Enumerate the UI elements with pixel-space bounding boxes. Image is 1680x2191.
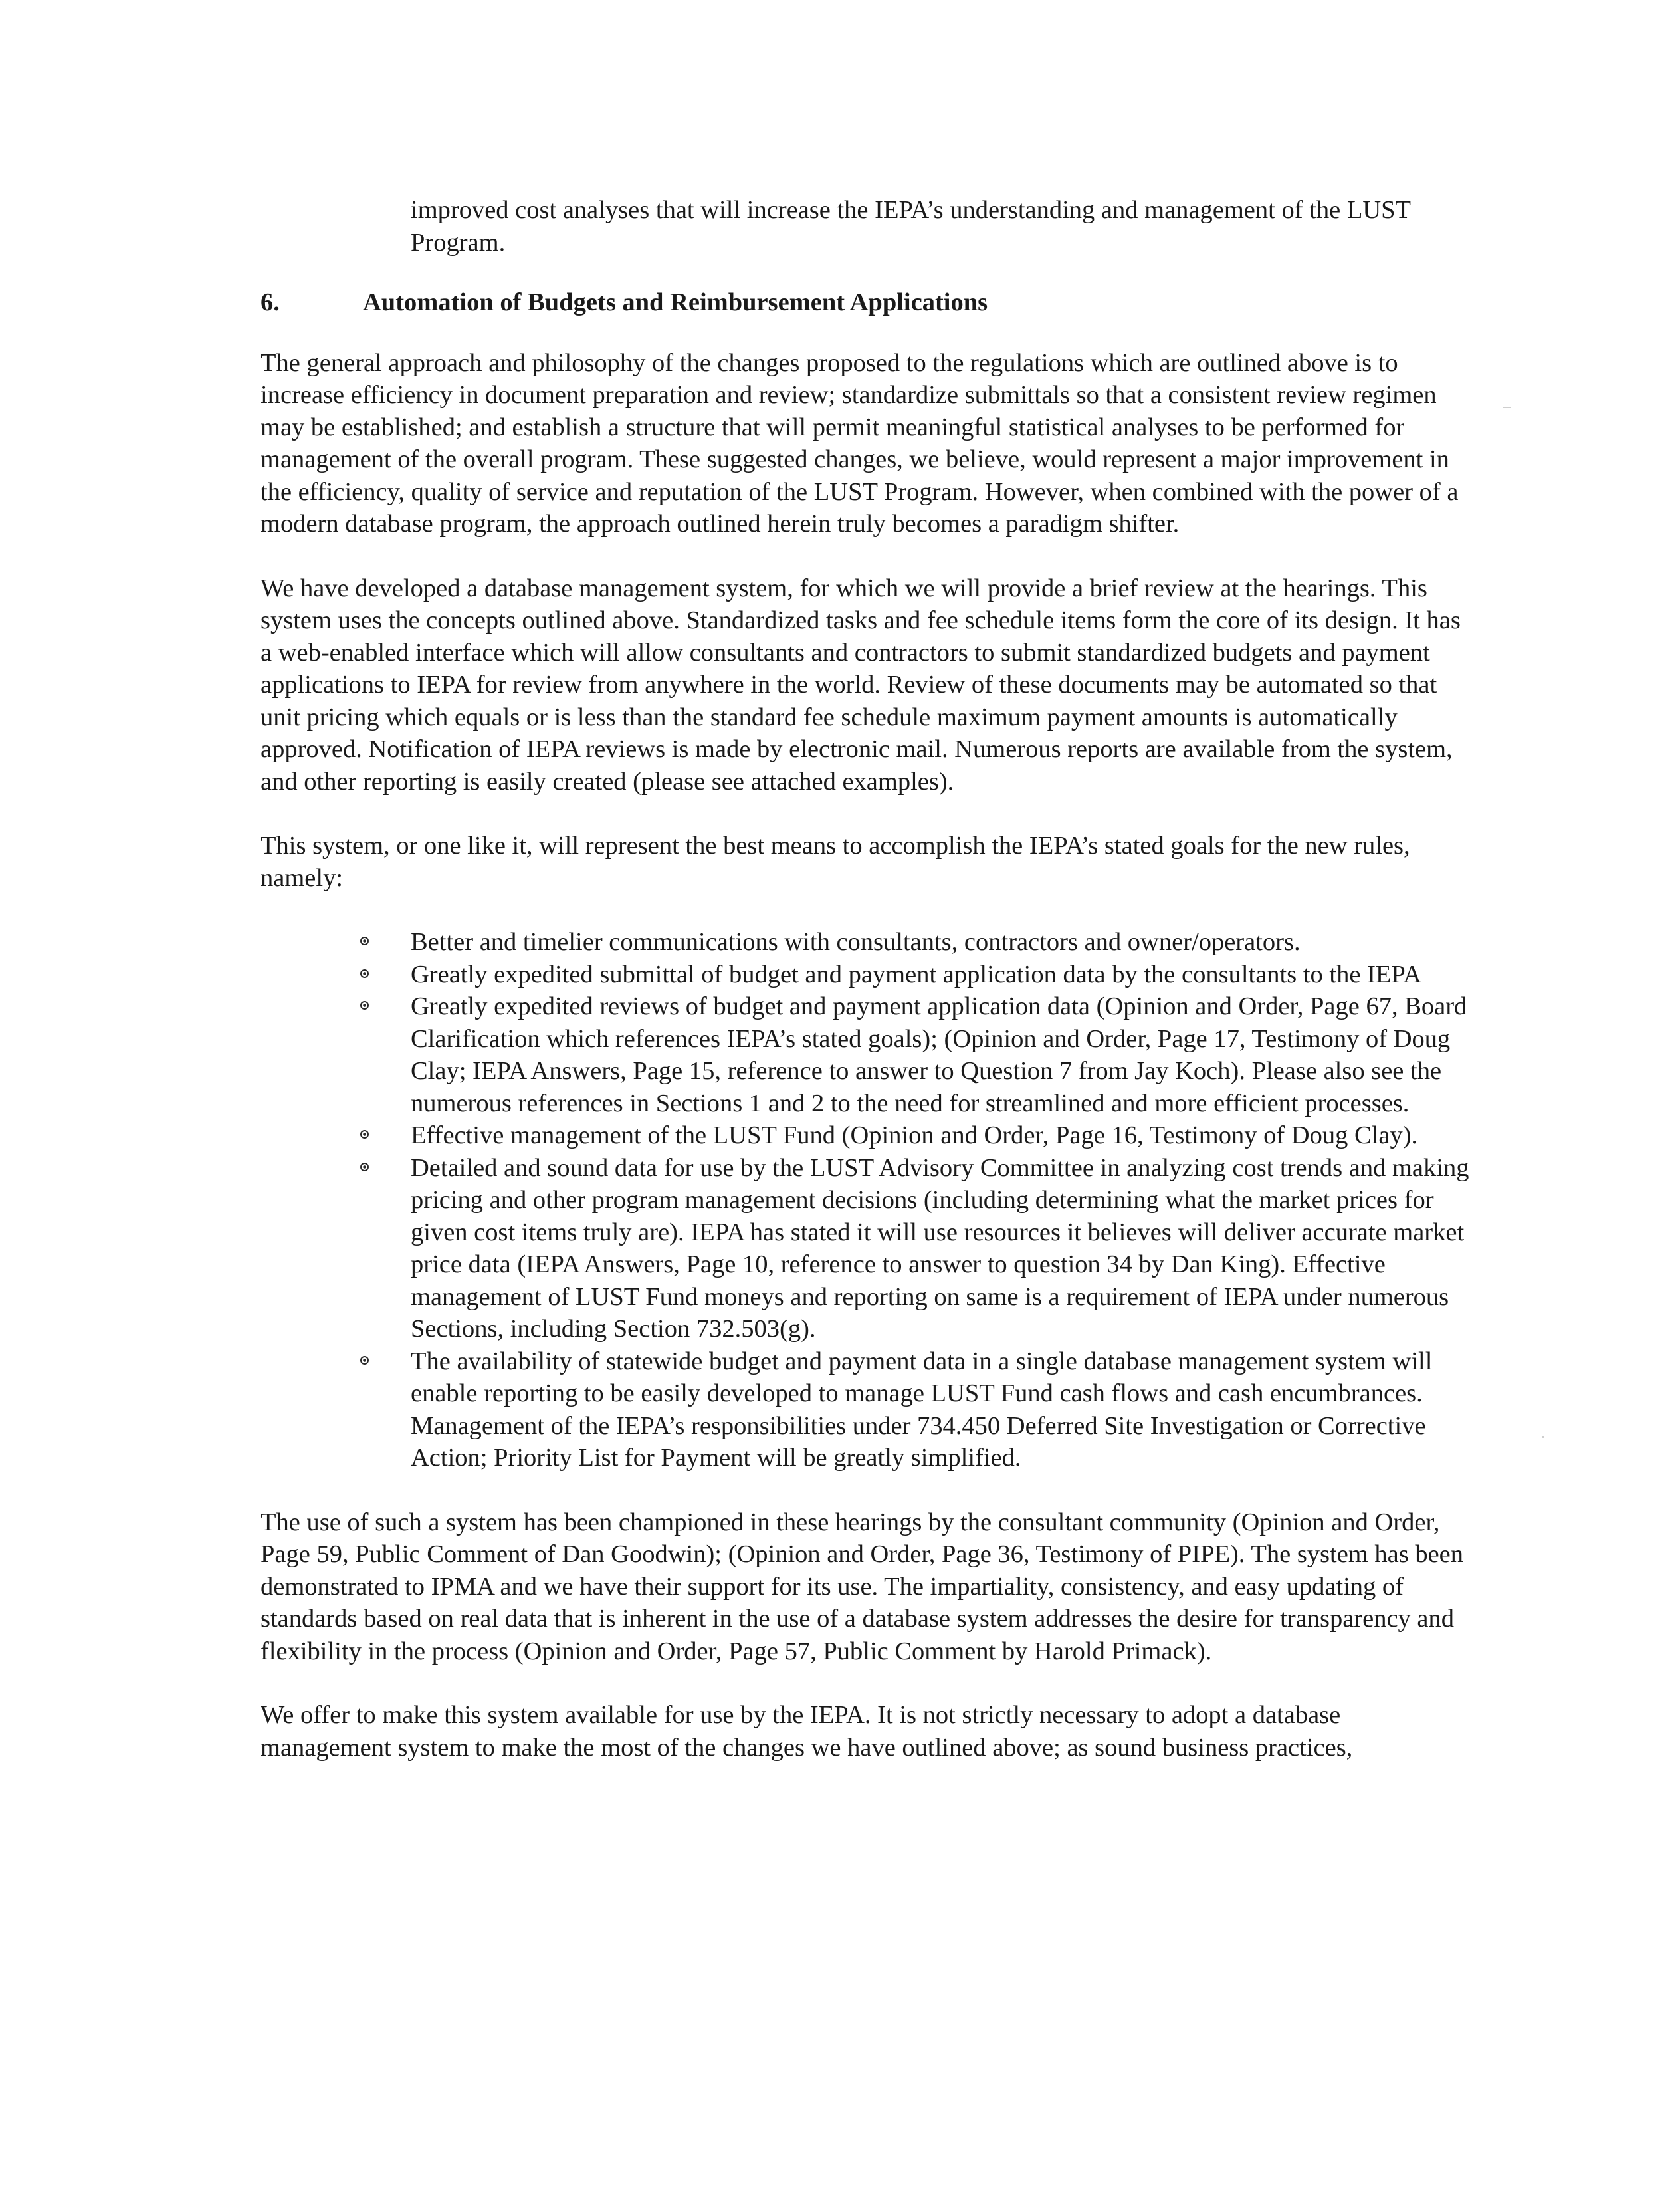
bullet-icon xyxy=(360,1163,369,1171)
list-item-text: Better and timelier communications with consultants, contractors and owner/operators. xyxy=(411,928,1301,956)
paragraph-championed: The use of such a system has been championed in these hearings by the consultant community (Opinion and Order, Page 59, Public Comment of Dan Goodwin); (Opinion and Order, Page 36, Testimony of PIPE). The system has been demonstrated to IPMA and we have their support for its use. The impartiality, consistency, and easy updating of standards based on real data that is inherent in the use of a database system addresses the desire for transparency and flexibility in the process (Opinion and Order, Page 57, Public Comment by Harold Primack). xyxy=(261,1508,1464,1665)
bullet-icon xyxy=(360,1356,369,1365)
bullet-icon xyxy=(360,937,369,945)
goals-list xyxy=(261,926,1474,1474)
list-item-text: Greatly expedited submittal of budget and payment application data by the consultants to the IEPA xyxy=(411,960,1422,988)
paragraph-goals-intro: This system, or one like it, will represent the best means to accomplish the IEPA’s stated goals for the new rules, namely: xyxy=(261,832,1410,892)
list-item xyxy=(411,1152,1474,1345)
list-item-text: Detailed and sound data for use by the LUST Advisory Committee in analyzing cost trends and making pricing and other program management decisions (including determining what the market prices for given cost items truly are). IEPA has stated it will use resources it believes will deliver accurate market price data (IEPA Answers, Page 10, reference to answer to question 34 by Dan King). Effective management of LUST Fund moneys and reporting on same is a requirement of IEPA under numerous Sections, including Section 732.503(g). xyxy=(411,1153,1469,1343)
bullet-icon xyxy=(360,969,369,978)
intro-continuation: improved cost analyses that will increase the IEPA’s understanding and management of the LUST Program. xyxy=(411,196,1411,257)
list-item xyxy=(411,959,1474,991)
list-item xyxy=(411,926,1474,959)
bullet-icon xyxy=(360,1130,369,1139)
document-body xyxy=(261,194,1474,1764)
list-item xyxy=(411,990,1474,1119)
list-item-text: The availability of statewide budget and payment data in a single database management system will enable reporting to be easily developed to manage LUST Fund cash flows and cash encumbrances. Management of the IEPA’s responsibilities under 734.450 Deferred Site Investigation or Corrective Action; Priority List for Payment will be greatly simplified. xyxy=(411,1347,1433,1472)
bullet-icon xyxy=(360,1001,369,1010)
scan-speck xyxy=(1503,407,1511,408)
paragraph-offer: We offer to make this system available for use by the IEPA. It is not strictly necessary to adopt a database management system to make the most of the changes we have outlined above; as sound business practices, xyxy=(261,1701,1353,1762)
scan-speck xyxy=(1542,1436,1544,1438)
section-heading xyxy=(261,287,1474,319)
list-item xyxy=(411,1119,1474,1152)
section-title: Automation of Budgets and Reimbursement Applications xyxy=(363,288,988,316)
paragraph-database-system: We have developed a database management system, for which we will provide a brief review at the hearings. This system uses the concepts outlined above. Standardized tasks and fee schedule items form the core of its design. It has a web-enabled interface which will allow consultants and contractors to submit standardized budgets and payment applications to IEPA for review from anywhere in the world. Review of these documents may be automated so that unit pricing which equals or is less than the standard fee schedule maximum payment amounts is automatically approved. Notification of IEPA reviews is made by electronic mail. Numerous reports are available from the system, and other reporting is easily created (please see attached examples). xyxy=(261,574,1461,796)
list-item-text: Greatly expedited reviews of budget and payment application data (Opinion and Order, Page 67, Board Clarification which references IEPA’s stated goals); (Opinion and Order, Page 17, Testimony of Doug Clay; IEPA Answers, Page 15, reference to answer to Question 7 from Jay Koch). Please also see the numerous references in Sections 1 and 2 to the need for streamlined and more efficient processes. xyxy=(411,992,1467,1117)
list-item xyxy=(411,1345,1474,1474)
section-number: 6. xyxy=(261,288,280,316)
list-item-text: Effective management of the LUST Fund (Opinion and Order, Page 16, Testimony of Doug Clay). xyxy=(411,1121,1418,1149)
paragraph-approach: The general approach and philosophy of the changes proposed to the regulations which are outlined above is to increase efficiency in document preparation and review; standardize submittals so that a consistent review regimen may be established; and establish a structure that will permit meaningful statistical analyses to be performed for management of the overall program. These suggested changes, we believe, would represent a major improvement in the efficiency, quality of service and reputation of the LUST Program. However, when combined with the power of a modern database program, the approach outlined herein truly becomes a paradigm shifter. xyxy=(261,348,1459,538)
